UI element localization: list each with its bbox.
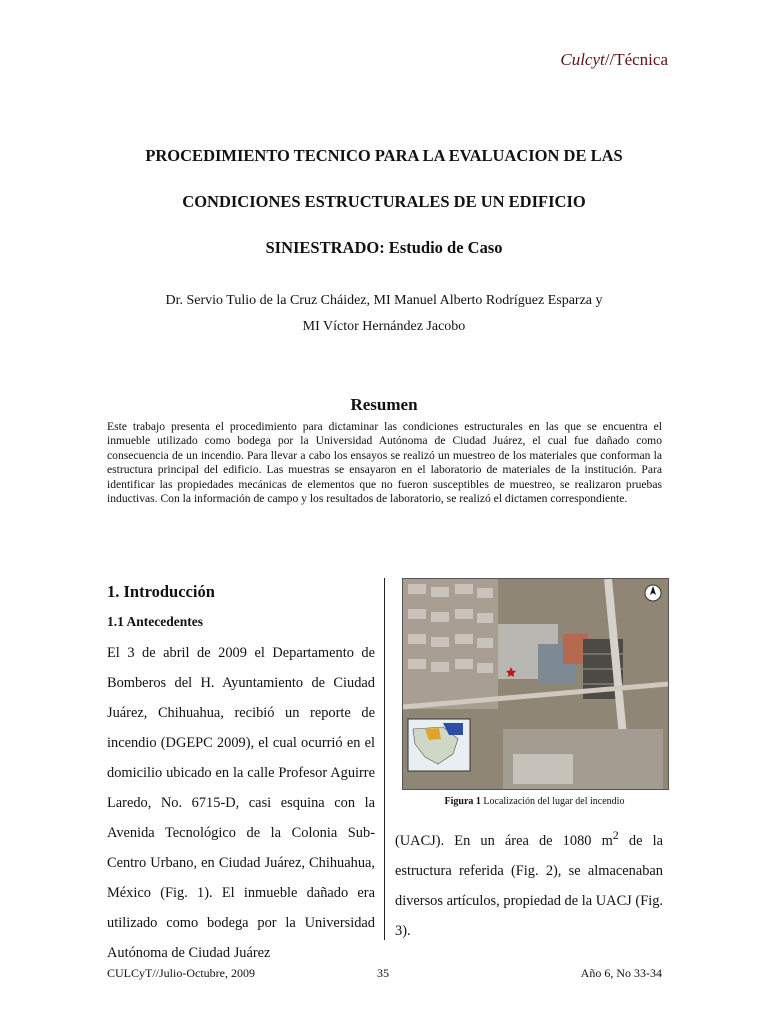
abstract-heading: Resumen bbox=[350, 395, 418, 414]
title-line: CONDICIONES ESTRUCTURALES DE UN EDIFICIO bbox=[182, 192, 586, 211]
right-text-before: (UACJ). En un área de 1080 m bbox=[395, 832, 613, 849]
column-divider bbox=[384, 578, 385, 940]
authors-line: Dr. Servio Tulio de la Cruz Cháidez, MI Manuel Alberto Rodríguez Esparza y bbox=[165, 293, 603, 308]
abstract-text: Este trabajo presenta el procedimiento para dictaminar las condiciones estructurales en las que se encuentra el inmueble utilizado como bodega por la Universidad Autónoma de Ciudad Juárez, el cual fue dañado como consecuencia de un incendio. Para llevar a cabo los ensayos se realizó un muestreo de los materiales que conforman la estructura principal del edificio. Las muestras se ensayaron en el laboratorio de materiales de la institución. Para identificar las propiedades mecánicas de elementos que no fueron susceptibles de muestreo, se realizaron pruebas inductivas. Con la información de campo y los resultados de laboratorio, se realizó el dictamen correspondiente. bbox=[107, 420, 662, 506]
title-line: PROCEDIMIENTO TECNICO PARA LA EVALUACION DE LAS bbox=[145, 146, 623, 165]
paper-title bbox=[100, 133, 668, 271]
figure-label: Figura 1 bbox=[444, 796, 481, 807]
journal-section: Técnica bbox=[614, 50, 668, 69]
body-paragraph-right bbox=[395, 820, 663, 946]
figure-caption bbox=[395, 796, 674, 807]
journal-name: Culcyt bbox=[560, 50, 605, 69]
aerial-photo-graphic bbox=[403, 579, 668, 789]
footer-journal-issue: CULCyT//Julio-Octubre, 2009 bbox=[107, 966, 255, 980]
right-column bbox=[395, 820, 663, 946]
authors-line: MI Víctor Hernández Jacobo bbox=[302, 319, 466, 334]
page-number: 35 bbox=[377, 966, 389, 980]
journal-separator: // bbox=[604, 50, 615, 69]
subsection-heading: 1.1 Antecedentes bbox=[107, 614, 203, 629]
title-line: SINIESTRADO: Estudio de Caso bbox=[265, 238, 503, 257]
left-column bbox=[107, 582, 375, 968]
section-heading: 1. Introducción bbox=[107, 582, 215, 601]
figure-aerial-photo bbox=[402, 578, 669, 790]
running-head bbox=[560, 50, 668, 70]
body-paragraph-left: El 3 de abril de 2009 el Departamento de Bomberos del H. Ayuntamiento de Ciudad Juárez, Chihuahua, recibió un reporte de incendio (DGEPC 2009), el cual ocurrió en el domicilio ubicado en la calle Profesor Aguirre Laredo, No. 6715-D, casi esquina con la Avenida Tecnológico de la Colonia Sub-Centro Urbano, en Ciudad Juárez, Chihuahua, México (Fig. 1). El inmueble dañado era utilizado como bodega por la Universidad Autónoma de Ciudad Juárez bbox=[107, 645, 375, 961]
footer-volume: Año 6, No 33-34 bbox=[580, 966, 662, 980]
authors bbox=[100, 288, 668, 340]
figure-caption-text: Localización del lugar del incendio bbox=[480, 796, 625, 807]
right-text-after: de la estructura referida (Fig. 2), se almacenaban diversos artículos, propiedad de la UACJ (Fig. 3). bbox=[395, 832, 663, 939]
area-unit-superscript: 2 bbox=[612, 828, 619, 842]
photo-south-building bbox=[513, 754, 573, 784]
